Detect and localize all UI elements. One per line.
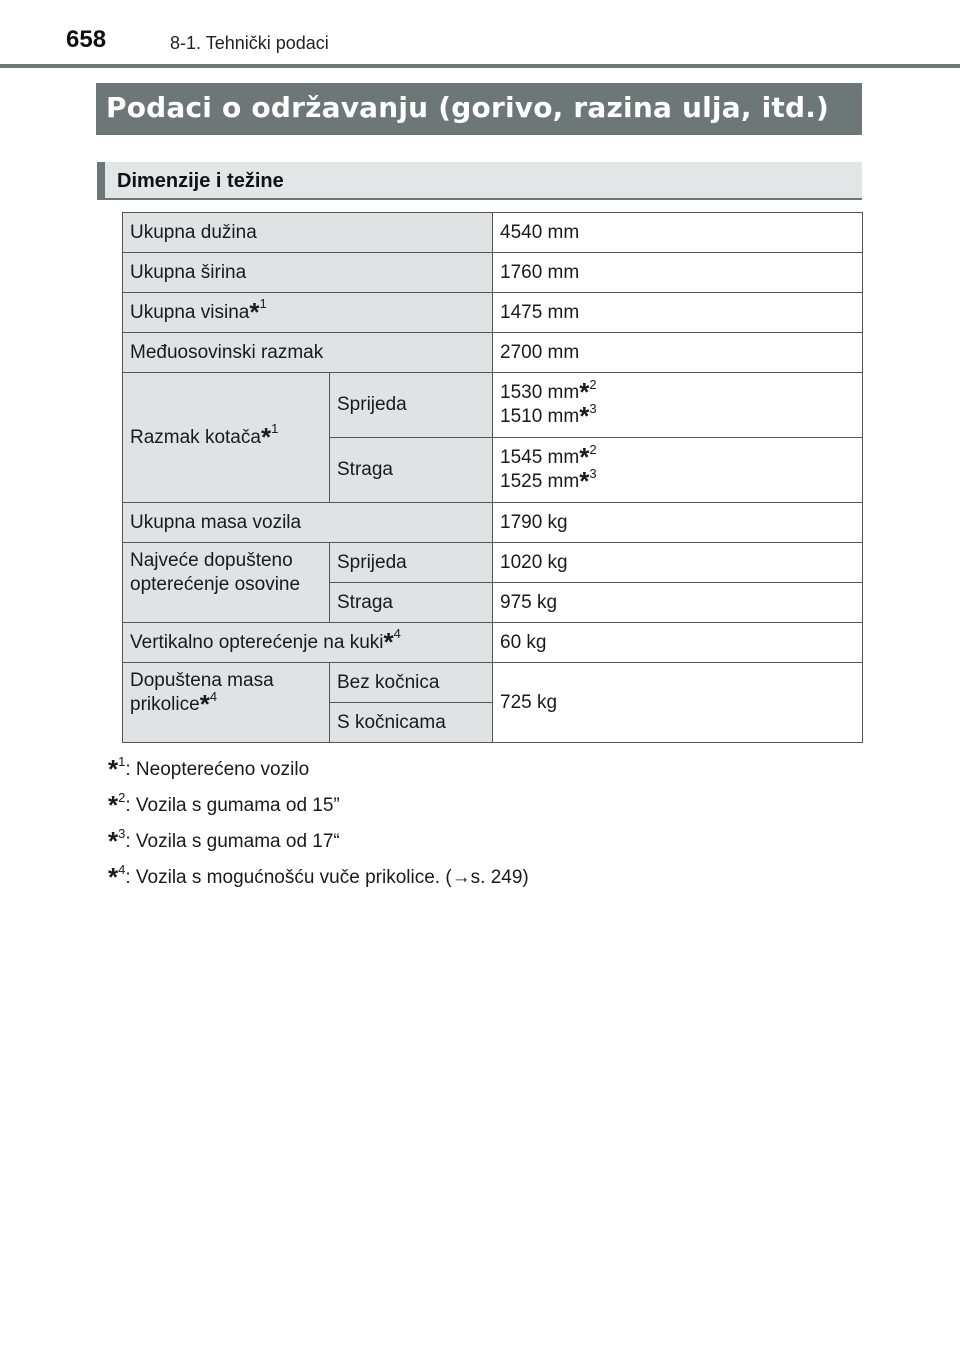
value-text: 1525 mm bbox=[500, 471, 580, 492]
page-title: Podaci o održavanju (gorivo, razina ulja, itd.) bbox=[96, 83, 862, 135]
row-value bbox=[493, 373, 863, 438]
footnote-ref: 4 bbox=[393, 626, 401, 642]
row-value: 4540 mm bbox=[493, 213, 863, 253]
footnote-star: * bbox=[579, 377, 590, 407]
footnote-star: * bbox=[579, 442, 590, 472]
footnote-item bbox=[108, 824, 529, 860]
footnote-mark: 4 bbox=[118, 861, 126, 877]
footnote-star: * bbox=[108, 826, 119, 856]
row-label: Ukupna dužina bbox=[123, 213, 493, 253]
label-line: opterećenje osovine bbox=[130, 574, 301, 595]
footnote-mark: 3 bbox=[118, 825, 126, 841]
section-subtitle: Dimenzije i težine bbox=[97, 162, 862, 200]
footnote-ref: 2 bbox=[589, 376, 597, 392]
footnote-text: : Vozila s gumama od 15” bbox=[125, 795, 340, 816]
table-row bbox=[123, 503, 863, 543]
footnote-star: * bbox=[108, 862, 119, 892]
footnote-mark: 1 bbox=[118, 753, 126, 769]
value-text: 1530 mm bbox=[500, 382, 580, 403]
sub-label: S kočnicama bbox=[330, 703, 493, 743]
footnote-star: * bbox=[108, 790, 119, 820]
footnote-mark: 2 bbox=[118, 789, 126, 805]
row-label bbox=[123, 623, 493, 663]
sub-label: Straga bbox=[330, 583, 493, 623]
table-row bbox=[123, 663, 863, 703]
footnote-text: : Neopterećeno vozilo bbox=[125, 759, 310, 780]
footnote-item bbox=[108, 752, 529, 788]
table-row bbox=[123, 253, 863, 293]
row-label: Međuosovinski razmak bbox=[123, 333, 493, 373]
footnote-star: * bbox=[383, 626, 394, 657]
footnote-star: * bbox=[108, 754, 119, 784]
table-row bbox=[123, 543, 863, 583]
sub-label: Sprijeda bbox=[330, 373, 493, 438]
footnote-ref: 3 bbox=[589, 400, 597, 416]
row-label bbox=[123, 543, 330, 623]
footnote-ref: 3 bbox=[589, 465, 597, 481]
label-text: Razmak kotača bbox=[130, 426, 261, 448]
row-value: 2700 mm bbox=[493, 333, 863, 373]
label-line: Dopuštena masa bbox=[130, 670, 274, 691]
table-row bbox=[123, 373, 863, 438]
sub-label: Bez kočnica bbox=[330, 663, 493, 703]
footnotes bbox=[108, 752, 529, 896]
header-divider bbox=[0, 64, 960, 68]
row-value: 975 kg bbox=[493, 583, 863, 623]
section-reference: 8-1. Tehnički podaci bbox=[170, 33, 329, 53]
footnote-text: : Vozila s mogućnošću vuče prikolice. (→s. 249) bbox=[125, 867, 529, 888]
table-row bbox=[123, 213, 863, 253]
footnote-ref: 4 bbox=[209, 688, 218, 704]
footnote-item bbox=[108, 860, 529, 896]
label-line: Najveće dopušteno bbox=[130, 550, 293, 571]
value-text: 1510 mm bbox=[500, 406, 580, 427]
table-row bbox=[123, 293, 863, 333]
row-value bbox=[493, 438, 863, 503]
footnote-text: : Vozila s gumama od 17“ bbox=[125, 831, 340, 852]
dimensions-table bbox=[122, 212, 863, 743]
row-value: 1790 kg bbox=[493, 503, 863, 543]
label-text: prikolice bbox=[130, 694, 200, 715]
table-row bbox=[123, 333, 863, 373]
row-value: 1760 mm bbox=[493, 253, 863, 293]
footnote-star: * bbox=[260, 421, 272, 452]
row-value: 725 kg bbox=[493, 663, 863, 743]
row-value: 1020 kg bbox=[493, 543, 863, 583]
row-label bbox=[123, 293, 493, 333]
footnote-ref: 1 bbox=[271, 421, 279, 437]
footnote-star: * bbox=[579, 466, 590, 496]
label-text: Vertikalno opterećenje na kuki bbox=[130, 631, 384, 653]
row-label: Ukupna širina bbox=[123, 253, 493, 293]
label-text: Ukupna visina bbox=[130, 301, 250, 323]
row-label: Ukupna masa vozila bbox=[123, 503, 493, 543]
footnote-star: * bbox=[249, 296, 260, 327]
sub-label: Sprijeda bbox=[330, 543, 493, 583]
row-value: 60 kg bbox=[493, 623, 863, 663]
footnote-item bbox=[108, 788, 529, 824]
row-label bbox=[123, 373, 330, 503]
page-number: 658 bbox=[66, 26, 107, 53]
footnote-star: * bbox=[579, 401, 590, 431]
value-text: 1545 mm bbox=[500, 447, 580, 468]
table-row bbox=[123, 623, 863, 663]
footnote-ref: 1 bbox=[259, 296, 267, 312]
row-value: 1475 mm bbox=[493, 293, 863, 333]
footnote-star: * bbox=[199, 689, 210, 719]
sub-label: Straga bbox=[330, 438, 493, 503]
footnote-ref: 2 bbox=[589, 441, 597, 457]
row-label bbox=[123, 663, 330, 743]
